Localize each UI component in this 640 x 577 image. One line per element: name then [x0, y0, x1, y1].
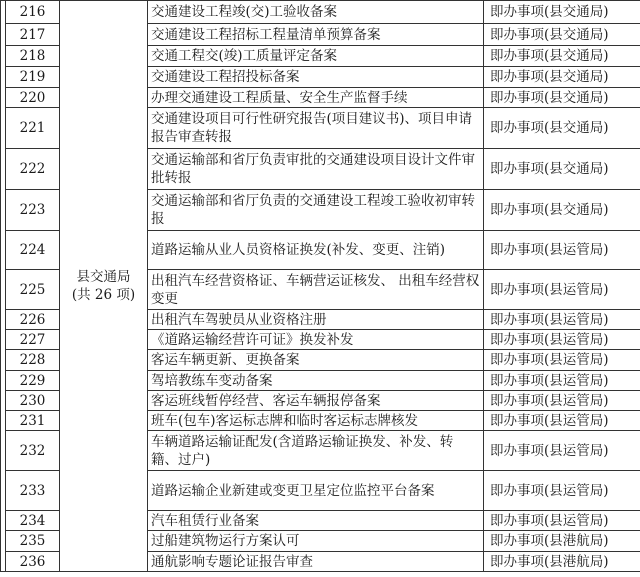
row-number: 233 — [6, 471, 60, 511]
item-type: 即办事项(县交通局) — [484, 46, 640, 67]
item-type: 即办事项(县运管局) — [484, 231, 640, 270]
item-name: 出租汽车驾驶员从业资格注册 — [148, 310, 484, 330]
row-number: 217 — [6, 24, 60, 46]
table-row — [1, 1, 640, 24]
row-number: 236 — [6, 552, 60, 572]
item-name: 交通运输部和省厅负责审批的交通建设项目设计文件审批转报 — [148, 149, 484, 190]
row-number: 235 — [6, 531, 60, 552]
item-name: 客运车辆更新、更换备案 — [148, 350, 484, 371]
item-type: 即办事项(县交通局) — [484, 108, 640, 149]
row-number: 231 — [6, 411, 60, 431]
row-number: 218 — [6, 46, 60, 67]
item-name: 交通运输部和省厅负责的交通建设工程竣工验收初审转报 — [148, 190, 484, 231]
item-name: 客运班线暂停经营、客运车辆报停备案 — [148, 391, 484, 411]
item-name: 出租汽车经营资格证、车辆营运证核发、 出租车经营权变更 — [148, 270, 484, 310]
department-name: 县交通局 — [76, 269, 131, 285]
row-number: 216 — [6, 1, 60, 24]
department-count: (共 26 项) — [71, 287, 136, 303]
item-type: 即办事项(县运管局) — [484, 511, 640, 531]
item-type: 即办事项(县运管局) — [484, 330, 640, 350]
item-name: 通航影响专题论证报告审查 — [148, 552, 484, 572]
item-type: 即办事项(县交通局) — [484, 88, 640, 108]
item-name: 《道路运输经营许可证》换发补发 — [148, 330, 484, 350]
item-type: 即办事项(县交通局) — [484, 1, 640, 24]
item-type: 即办事项(县运管局) — [484, 371, 640, 391]
item-type: 即办事项(县运管局) — [484, 431, 640, 471]
item-name: 驾培教练车变动备案 — [148, 371, 484, 391]
department-cell — [60, 1, 148, 572]
item-type: 即办事项(县运管局) — [484, 350, 640, 371]
item-name: 道路运输企业新建或变更卫星定位监控平台备案 — [148, 471, 484, 511]
item-name: 过船建筑物运行方案认可 — [148, 531, 484, 552]
row-number: 221 — [6, 108, 60, 149]
item-name: 交通建设工程招标工程量清单预算备案 — [148, 24, 484, 46]
item-type: 即办事项(县交通局) — [484, 24, 640, 46]
row-number: 228 — [6, 350, 60, 371]
row-number: 224 — [6, 231, 60, 270]
item-type: 即办事项(县交通局) — [484, 190, 640, 231]
item-name: 道路运输从业人员资格证换发(补发、变更、注销) — [148, 231, 484, 270]
item-name: 交通建设工程招投标备案 — [148, 67, 484, 88]
item-type: 即办事项(县运管局) — [484, 411, 640, 431]
item-type: 即办事项(县交通局) — [484, 67, 640, 88]
item-type: 即办事项(县运管局) — [484, 310, 640, 330]
row-number: 223 — [6, 190, 60, 231]
row-number: 230 — [6, 391, 60, 411]
item-name: 交通工程交(竣)工质量评定备案 — [148, 46, 484, 67]
item-type: 即办事项(县交通局) — [484, 149, 640, 190]
row-number: 219 — [6, 67, 60, 88]
row-number: 220 — [6, 88, 60, 108]
item-type: 即办事项(县运管局) — [484, 270, 640, 310]
row-number: 232 — [6, 431, 60, 471]
row-number: 225 — [6, 270, 60, 310]
row-number: 222 — [6, 149, 60, 190]
row-number: 229 — [6, 371, 60, 391]
item-name: 汽车租赁行业备案 — [148, 511, 484, 531]
item-type: 即办事项(县港航局) — [484, 552, 640, 572]
item-name: 车辆道路运输证配发(含道路运输证换发、补发、转籍、过户) — [148, 431, 484, 471]
item-type: 即办事项(县运管局) — [484, 471, 640, 511]
item-name: 办理交通建设工程质量、安全生产监督手续 — [148, 88, 484, 108]
row-number: 226 — [6, 310, 60, 330]
row-number: 234 — [6, 511, 60, 531]
item-type: 即办事项(县运管局) — [484, 391, 640, 411]
row-number: 227 — [6, 330, 60, 350]
item-name: 班车(包车)客运标志牌和临时客运标志牌核发 — [148, 411, 484, 431]
item-name: 交通建设工程竣(交)工验收备案 — [148, 1, 484, 24]
item-type: 即办事项(县港航局) — [484, 531, 640, 552]
item-name: 交通建设项目可行性研究报告(项目建议书)、项目申请报告审查转报 — [148, 108, 484, 149]
